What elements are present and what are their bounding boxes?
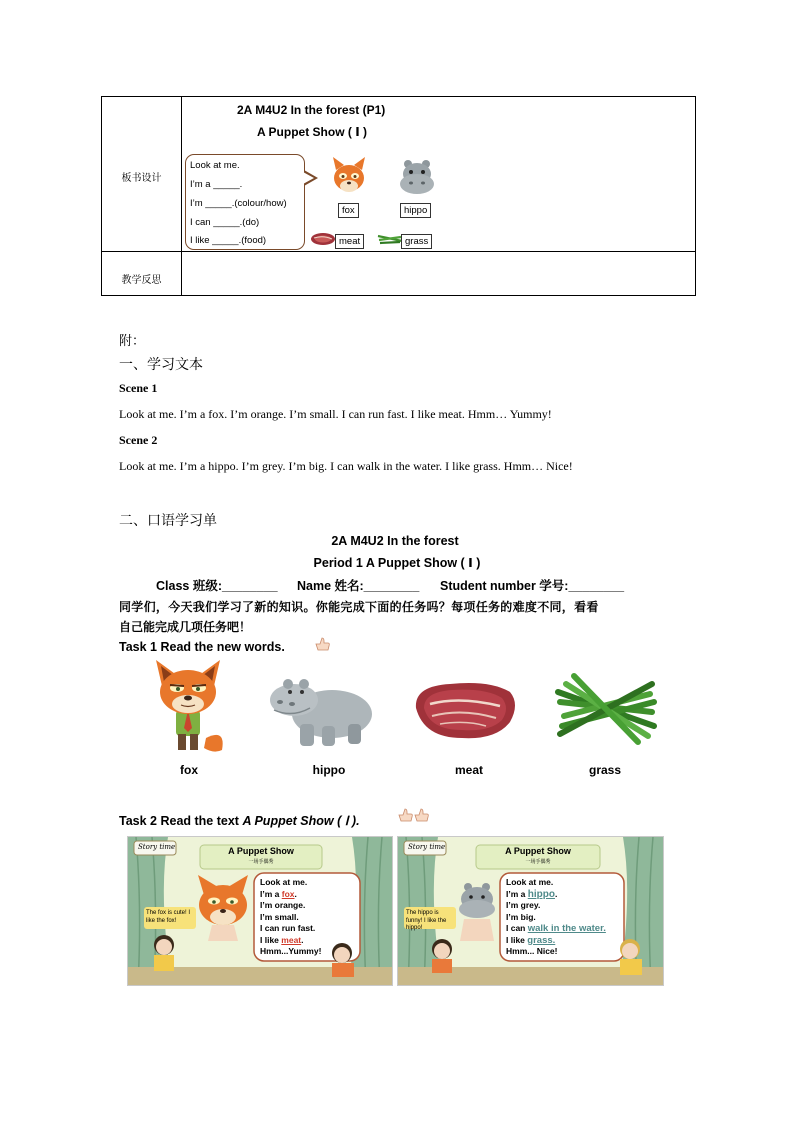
speech-bubble-tail-inner (303, 172, 314, 184)
story-tag: Story time (138, 843, 176, 851)
story-line: Look at me. (506, 877, 554, 887)
fox-small-image (330, 156, 368, 196)
task1-heading: Task 1 Read the new words. (119, 640, 285, 654)
story-fill-word: meat (281, 934, 302, 945)
speech-bubble (185, 154, 305, 250)
speech-line: I’m _____.(colour/how) (190, 198, 287, 209)
row-label-reflection: 教学反思 (121, 275, 162, 286)
speech-line: I’m a _____. (190, 179, 243, 190)
board-title: 2A M4U2 In the forest (P1) (237, 103, 386, 117)
story-fill-word: grass. (527, 934, 556, 946)
speech-line: I like _____.(food) (190, 235, 267, 246)
intro-line-2: 自己能完成几项任务吧！ (119, 620, 252, 634)
story-line: Look at me. (260, 877, 308, 887)
student-number-field-label: Student number 学号:________ (440, 579, 625, 593)
worksheet-title-text: 2A M4U2 In the forest (331, 534, 459, 548)
word-label-fox: fox (180, 763, 198, 777)
thumbs-up-icon (313, 636, 331, 652)
name-field-label: Name 姓名:________ (297, 579, 420, 593)
story-line-prefix: I can (506, 923, 526, 933)
board-subtitle: A Puppet Show ( Ⅰ ) (257, 125, 368, 139)
scene2-text: Look at me. I’m a hippo. I’m grey. I’m big. I can walk in the water. I like grass. Hmm… Nice! (119, 459, 573, 473)
story-banner-title: A Puppet Show (228, 846, 294, 856)
story-line: Hmm...Yummy! (260, 946, 322, 956)
intro-line-1: 同学们，今天我们学习了新的知识。你能完成下面的任务吗？每项任务的难度不同，看看 (119, 600, 599, 614)
task2-title: A Puppet Show ( Ⅰ ). (242, 814, 360, 828)
row-label-board-design: 板书设计 (121, 173, 162, 184)
story-line: I’m big. (506, 911, 536, 922)
task2-heading (119, 813, 360, 828)
scene2-label: Scene 2 (119, 433, 158, 447)
kid-speech-bubble: The fox is cute! I like the fox! (146, 910, 191, 924)
story-line-prefix: I’m a (260, 888, 280, 899)
kid-speech-bubble: The hippo is funny! I like the hippo! (406, 910, 447, 931)
story-tag: Story time (408, 843, 446, 851)
speech-line: Look at me. (190, 160, 240, 171)
story-line: I’m grey. (506, 900, 541, 910)
story-banner-subtitle: 一场手偶秀 (248, 860, 274, 865)
story-line: I’m small. (260, 911, 299, 922)
section1-heading: 一、学习文本 (119, 358, 203, 373)
story-line-prefix: I’m a (506, 888, 526, 899)
story-line (506, 923, 606, 935)
task2-prefix: Task 2 Read the text (119, 814, 243, 828)
word-card-meat: meat (335, 234, 364, 249)
double-thumbs-up-icon (397, 807, 431, 823)
story-fill-word: hippo (527, 888, 555, 900)
scene1-text: Look at me. I’m a fox. I’m orange. I’m small. I can run fast. I like meat. Hmm… Yummy! (119, 407, 552, 421)
word-label-meat: meat (454, 763, 483, 777)
grass-image (554, 672, 658, 748)
worksheet-subtitle (0, 555, 794, 570)
story-panel-hippo (397, 836, 664, 986)
grass-small-image (377, 232, 403, 246)
story-line: I can run fast. (260, 923, 316, 933)
hippo-small-image (397, 156, 437, 196)
story-line: I like meat. (260, 934, 304, 945)
story-fill-word: fox (281, 888, 295, 899)
story-banner-title: A Puppet Show (505, 846, 571, 856)
word-card-grass: grass (401, 234, 432, 249)
word-label-grass: grass (588, 763, 622, 777)
hippo-image (266, 676, 376, 748)
meat-image (410, 678, 520, 744)
story-text-block (260, 877, 321, 958)
worksheet-subtitle-text: Period 1 A Puppet Show ( Ⅰ ) (313, 556, 481, 570)
story-banner-subtitle: 一场手偶秀 (525, 860, 551, 865)
appendix-label: 附： (119, 333, 146, 348)
speech-line: I can _____.(do) (190, 217, 260, 228)
story-line: I’m a fox. (260, 888, 297, 899)
story-text-block (506, 877, 606, 958)
story-line-prefix: I like (260, 934, 279, 945)
meat-small-image (310, 232, 336, 246)
word-card-fox: fox (338, 203, 359, 218)
story-line: I’m orange. (260, 900, 306, 910)
table-divider-horizontal (102, 251, 695, 252)
scene1-label: Scene 1 (119, 381, 158, 395)
table-divider-vertical (181, 97, 182, 295)
story-fill-word: walk in the water. (527, 923, 606, 934)
class-field-label: Class 班级:________ (156, 579, 278, 593)
section2-heading: 二、口语学习单 (119, 514, 217, 529)
story-panel-fox (127, 836, 393, 986)
word-label-hippo: hippo (312, 763, 346, 777)
worksheet-title (0, 534, 794, 548)
story-line: I’m a hippo. (506, 888, 558, 900)
word-card-hippo: hippo (400, 203, 431, 218)
fox-image (148, 658, 228, 754)
story-line: Hmm... Nice! (506, 946, 558, 956)
story-line-prefix: I like (506, 934, 525, 945)
story-line (506, 935, 606, 947)
